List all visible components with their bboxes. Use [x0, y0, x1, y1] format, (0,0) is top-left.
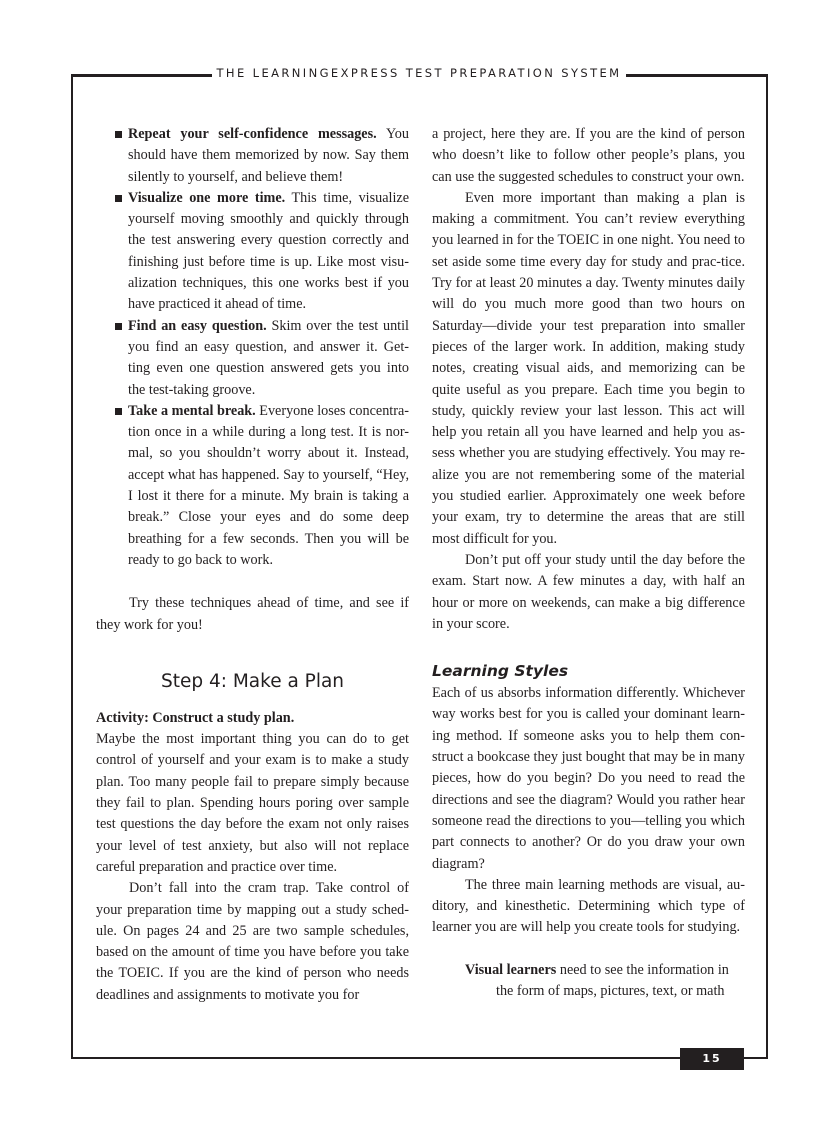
frame-left-border — [71, 74, 73, 1059]
commitment-paragraph: Even more important than making a plan is making a commitment. You can’t review everything you learned in for the TOEIC in one night. You need to set aside some time every day for study and prac-tice. Try for at least 20 minutes a day. Twenty minutes daily will do you much more good than two hours on Saturday—divide your test preparation into smaller pieces of the larger work. In addition, making study notes, creating visual aids, and memorizing can be quite useful as you prepare. Each time you begin to study, quickly review your last lesson. This act will help you retain all you have learned and help you as-sess whether you are studying effectively. You may re-alize you are not remembering some of the material you studied earlier. Approximately one week before your exam, try to determine the areas that are still most difficult for you. — [432, 189, 745, 547]
left-column — [96, 124, 409, 1006]
dont-put-off-paragraph: Don’t put off your study until the day before the exam. Start now. A few minutes a day, with half an hour or more on weekends, can make a big difference in your score. — [432, 551, 745, 632]
page-number: 15 — [680, 1048, 744, 1070]
header-rule-left — [72, 74, 212, 77]
tip-lead: Visualize one more time. — [128, 189, 286, 206]
frame-bottom-border — [71, 1057, 768, 1059]
bullet-square-icon — [115, 323, 122, 330]
list-item — [96, 316, 409, 401]
tip-lead: Take a mental break. — [128, 402, 256, 419]
tip-text: Everyone loses concentra-tion once in a while during a long test. It is nor-mal, so you shouldn’t worry about it. Instead, accept what has happened. Say to yourself, “Hey, I lost it there for a minute. My brain is taking a break.” Close your eyes and do some deep breathing for a few seconds. Then you will be ready to go back to work. — [128, 402, 409, 568]
running-header: THE LEARNINGEXPRESS TEST PREPARATION SYSTEM — [216, 66, 622, 80]
learning-methods-paragraph: The three main learning methods are visual, au-ditory, and kinesthetic. Determining which type of learner you are will help you create tools for studying. — [432, 876, 745, 936]
visual-learners-lead: Visual learners — [465, 961, 557, 978]
step-heading: Step 4: Make a Plan — [160, 670, 345, 692]
study-plan-paragraph: Maybe the most important thing you can do to get control of yourself and your exam is to make a study plan. Too many people fail to prepare simply because they fail to plan. Spending hours poring over sample test questions the day before the exam not only raises your level of test anxiety, but also will not replace careful preparation and practice over time. — [96, 731, 409, 875]
cram-trap-paragraph: Don’t fall into the cram trap. Take control of your preparation time by mapping out a study sched-ule. On pages 24 and 25 are two sample schedules, based on the amount of time you have before you take the TOEIC. If you are the kind of person who needs deadlines and assignments to motivate you for — [96, 880, 409, 1003]
learning-styles-heading: Learning Styles — [432, 662, 569, 681]
learning-styles-paragraph: Each of us absorbs information differently. Whichever way works best for you is called your dominant learn-ing method. If someone asks you to help them con-struct a bookcase they just bought that may be in many pieces, how do you begin? Do you need to read the directions and see the diagram? Would you rather hear someone read the directions to you—telling you which part connects to another? Or do you draw your own diagram? — [432, 685, 745, 872]
continued-paragraph: a project, here they are. If you are the kind of person who doesn’t like to follow other people’s plans, you can use the suggested schedules to construct your own. — [432, 126, 745, 185]
list-item — [96, 124, 409, 188]
tip-lead: Find an easy question. — [128, 317, 267, 334]
visual-learners-text-continued: the form of maps, pictures, text, or math — [496, 982, 725, 999]
list-item — [96, 401, 409, 571]
tips-list — [96, 124, 409, 571]
activity-label: Activity: Construct a study plan. — [96, 709, 295, 726]
tip-text: This time, visualize yourself moving smoothly and quickly through the test answering every question correctly and finishing just before time is up. Like most visu-alization techniques, this one works best if you have practiced it ahead of time. — [128, 189, 409, 313]
right-column — [432, 124, 745, 1002]
tip-text: You should have them memorized by now. Say them silently to yourself, and believe them! — [128, 126, 409, 185]
visual-learners-text: need to see the information in — [556, 961, 729, 978]
list-item — [96, 188, 409, 316]
visual-learners-paragraph — [432, 960, 745, 1003]
tip-lead: Repeat your self-confidence messages. — [128, 126, 377, 142]
try-techniques-paragraph: Try these techniques ahead of time, and see if they work for you! — [96, 595, 409, 633]
tip-text: Skim over the test until you find an easy question, and answer it. Get-ting even one question answered gets you into the test-taking groove. — [128, 317, 409, 398]
bullet-square-icon — [115, 408, 122, 415]
bullet-square-icon — [115, 195, 122, 202]
header-rule-right — [626, 74, 768, 77]
bullet-square-icon — [115, 131, 122, 138]
frame-right-border — [766, 74, 768, 1059]
